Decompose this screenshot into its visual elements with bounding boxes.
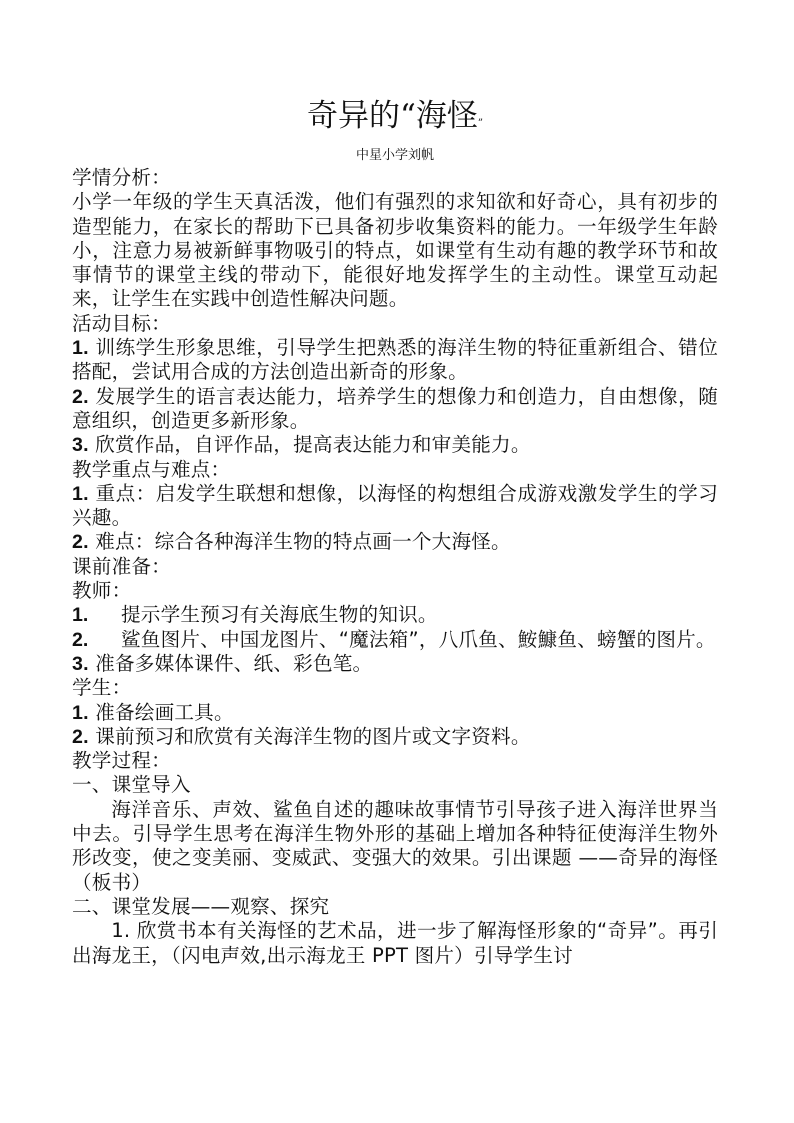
document-title: 奇异的“海怪” [307,98,483,134]
author-line: 中星小学刘帆 [355,148,434,163]
teacher-prep-item-1: 1. 提示学生预习有关海底生物的知识。 [72,603,438,627]
process-part1-heading: 一、课堂导入 [72,773,191,797]
section-heading-goals: 活动目标： [72,311,171,335]
student-prep-item-1: 1. 准备绘画工具。 [72,700,234,724]
subheading-teacher: 教师： [72,579,132,603]
title-closing-quote: ” [477,118,483,129]
section-heading-process: 教学过程： [72,749,171,773]
teacher-prep-item-3: 3. 准备多媒体课件、纸、彩色笔。 [72,651,373,675]
teacher-prep-item-2: 2. 鲨鱼图片、中国龙图片、“魔法箱”，八爪鱼、鮟鱇鱼、螃蟹的图片。 [72,627,716,651]
goal-item-1: 1. 训练学生形象思维，引导学生把熟悉的海洋生物的特征重新组合、错位搭配，尝试用合成的方法创造出新奇的形象。 [72,336,718,384]
section-heading-key-points: 教学重点与难点： [72,457,231,481]
section-heading-preparation: 课前准备： [72,554,171,578]
goal-item-3: 3. 欣赏作品，自评作品，提高表达能力和审美能力。 [72,433,531,457]
subheading-student: 学生： [72,676,132,700]
key-point-item-1: 1. 重点：启发学生联想和想像，以海怪的构想组合成游戏激发学生的学习兴趣。 [72,481,718,530]
student-prep-item-2: 2. 课前预习和欣赏有关海洋生物的图片或文字资料。 [72,724,531,748]
key-point-item-2: 2. 难点：综合各种海洋生物的特点画一个大海怪。 [72,530,511,554]
goal-item-2: 2. 发展学生的语言表达能力，培养学生的想像力和创造力，自由想像，随意组织，创造更多新形象。 [72,384,718,432]
document-page [72,96,718,968]
section-heading-analysis: 学情分析： [72,166,171,189]
process-part1-paragraph: 海洋音乐、声效、鲨鱼自述的趣味故事情节引导孩子进入海洋世界当中去。引导学生思考在海洋生物外形的基础上增加各种特征使海洋生物外形改变，使之变美丽、变威武、变强大的效果。引出课题 ——奇异的海怪（板书） [72,797,718,894]
process-part2-paragraph: 1. 欣赏书本有关海怪的艺术品，进一步了解海怪形象的“奇异”。再引出海龙王，（闪电声效,出示海龙王 PPT 图片）引导学生讨 [72,919,718,967]
analysis-paragraph: 小学一年级的学生天真活泼，他们有强烈的求知欲和好奇心，具有初步的造型能力，在家长的帮助下已具备初步收集资料的能力。一年级学生年龄小，注意力易被新鲜事物吸引的特点，如课堂有生动有趣的教学环节和故事情节的课堂主线的带动下，能很好地发挥学生的主动性。课堂互动起来，让学生在实践中创造性解决问题。 [72,190,718,311]
process-part2-heading: 二、课堂发展——观察、探究 [72,894,330,918]
